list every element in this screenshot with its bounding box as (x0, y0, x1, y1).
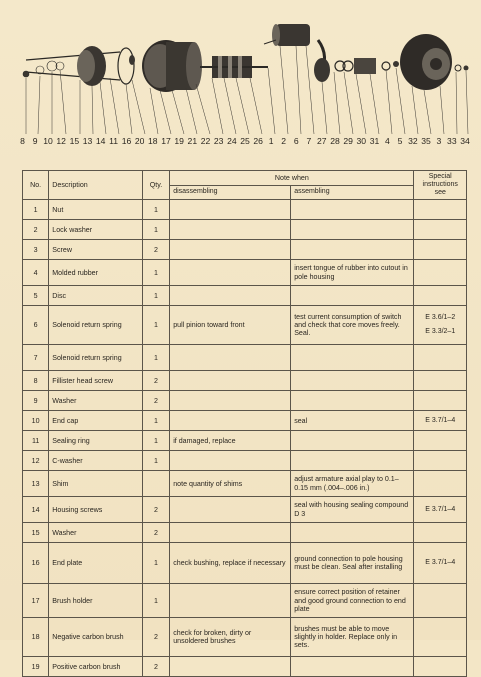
table-row (23, 345, 467, 371)
row-assembling-note: seal (291, 411, 414, 431)
row-quantity: 2 (142, 371, 169, 391)
row-special-instruction (414, 471, 467, 497)
table-row (23, 451, 467, 471)
row-number: 13 (23, 471, 49, 497)
row-quantity: 1 (142, 200, 169, 220)
row-description: C-washer (49, 451, 143, 471)
callout-number: 33 (447, 136, 457, 146)
callout-number: 16 (121, 136, 132, 146)
header-disassembling: disassembling (170, 185, 291, 200)
row-assembling-note: adjust armature axial play to 0.1–0.15 mm (.004–.006 in.) (291, 471, 414, 497)
callout-number: 12 (56, 136, 66, 146)
callout-number: 13 (82, 136, 93, 146)
callout-number: 1 (268, 136, 274, 146)
row-description: Solenoid return spring (49, 345, 143, 371)
row-disassembling-note (170, 451, 291, 471)
row-assembling-note (291, 240, 414, 260)
header-assembling: assembling (291, 185, 414, 200)
row-number: 12 (23, 451, 49, 471)
row-disassembling-note (170, 523, 291, 543)
callout-number: 27 (317, 136, 327, 146)
row-assembling-note: brushes must be able to move slightly in holder. Replace only in sets. (291, 618, 414, 657)
row-number: 17 (23, 584, 49, 618)
row-disassembling-note (170, 497, 291, 523)
row-special-instruction: E 3.7/1–4 (414, 497, 467, 523)
row-special-instruction: E 3.7/1–4 (414, 543, 467, 584)
table-row (23, 431, 467, 451)
table-row (23, 584, 467, 618)
table-row (23, 618, 467, 657)
row-special-instruction: E 3.7/1–4 (414, 411, 467, 431)
table-row (23, 306, 467, 345)
callout-number: 17 (161, 136, 171, 146)
parts-table-body (23, 200, 467, 677)
header-note-when: Note when (170, 171, 414, 186)
row-assembling-note (291, 657, 414, 677)
row-number: 6 (23, 306, 49, 345)
row-assembling-note (291, 286, 414, 306)
row-number: 11 (23, 431, 49, 451)
callout-number: 23 (213, 136, 224, 146)
callout-number: 3 (436, 136, 442, 146)
row-quantity: 1 (142, 543, 169, 584)
row-description: End cap (49, 411, 143, 431)
callout-number: 8 (20, 136, 25, 146)
row-description: Positive carbon brush (49, 657, 143, 677)
row-special-instruction (414, 306, 467, 345)
row-disassembling-note (170, 286, 291, 306)
row-special-instruction (414, 371, 467, 391)
row-special-instruction (414, 584, 467, 618)
table-row (23, 286, 467, 306)
callout-number: 5 (397, 136, 403, 146)
row-description: Washer (49, 391, 143, 411)
row-quantity: 2 (142, 391, 169, 411)
row-description: Disc (49, 286, 143, 306)
row-special-instruction (414, 523, 467, 543)
row-special-instruction (414, 200, 467, 220)
callout-number: 21 (187, 136, 198, 146)
row-number: 1 (23, 200, 49, 220)
row-special-instruction (414, 345, 467, 371)
callout-number: 2 (281, 136, 287, 146)
row-description: Lock washer (49, 220, 143, 240)
row-special-instruction (414, 220, 467, 240)
table-row (23, 471, 467, 497)
row-description: Shim (49, 471, 143, 497)
row-description: Housing screws (49, 497, 143, 523)
header-no: No. (23, 171, 49, 200)
table-row (23, 497, 467, 523)
callout-number: 20 (134, 136, 145, 146)
row-assembling-note (291, 345, 414, 371)
table-row (23, 260, 467, 286)
row-description: Solenoid return spring (49, 306, 143, 345)
table-row (23, 657, 467, 677)
row-quantity: 1 (142, 584, 169, 618)
row-quantity: 1 (142, 431, 169, 451)
row-assembling-note (291, 523, 414, 543)
row-disassembling-note: check for broken, dirty or unsoldered brushes (170, 618, 291, 657)
row-assembling-note: test current consumption of switch and check that core moves freely. Seal. (291, 306, 414, 345)
row-quantity: 2 (142, 618, 169, 657)
table-row (23, 391, 467, 411)
table-row (23, 240, 467, 260)
row-description: Molded rubber (49, 260, 143, 286)
row-assembling-note: seal with housing sealing compound D 3 (291, 497, 414, 523)
callout-number: 7 (306, 136, 312, 146)
row-number: 10 (23, 411, 49, 431)
row-number: 3 (23, 240, 49, 260)
row-number: 2 (23, 220, 49, 240)
row-disassembling-note (170, 657, 291, 677)
header-special: Special instructions see (414, 171, 467, 200)
row-assembling-note: ensure correct position of retainer and good ground connection to end plate (291, 584, 414, 618)
row-number: 8 (23, 371, 49, 391)
callout-number: 9 (32, 136, 38, 146)
callout-number: 14 (95, 136, 106, 146)
callout-number: 11 (109, 136, 119, 146)
callout-number: 30 (356, 136, 367, 146)
row-disassembling-note: if damaged, replace (170, 431, 291, 451)
row-disassembling-note: check bushing, replace if necessary (170, 543, 291, 584)
row-disassembling-note (170, 240, 291, 260)
row-assembling-note: insert tongue of rubber into cutout in pole housing (291, 260, 414, 286)
callout-number: 24 (227, 136, 237, 146)
row-special-instruction (414, 657, 467, 677)
row-assembling-note (291, 371, 414, 391)
callout-number: 26 (253, 136, 263, 146)
row-quantity: 1 (142, 260, 169, 286)
row-special-instruction (414, 391, 467, 411)
row-special-instruction (414, 260, 467, 286)
row-special-instruction (414, 286, 467, 306)
callout-number: 28 (330, 136, 340, 146)
callout-number: 31 (369, 136, 380, 146)
row-description: Brush holder (49, 584, 143, 618)
table-row (23, 200, 467, 220)
row-quantity: 1 (142, 306, 169, 345)
table-row (23, 220, 467, 240)
callout-number: 19 (174, 136, 184, 146)
table-row (23, 411, 467, 431)
row-disassembling-note (170, 260, 291, 286)
row-assembling-note (291, 431, 414, 451)
callout-number: 35 (421, 136, 431, 146)
callout-number: 22 (200, 136, 211, 146)
row-description: Nut (49, 200, 143, 220)
row-number: 15 (23, 523, 49, 543)
row-quantity: 2 (142, 523, 169, 543)
row-special-instruction (414, 451, 467, 471)
row-disassembling-note (170, 371, 291, 391)
row-number: 9 (23, 391, 49, 411)
row-number: 16 (23, 543, 49, 584)
row-special-instruction (414, 618, 467, 657)
row-quantity: 1 (142, 286, 169, 306)
parts-table (22, 170, 467, 677)
row-description: Sealing ring (49, 431, 143, 451)
callout-number: 15 (69, 136, 80, 146)
row-disassembling-note (170, 411, 291, 431)
row-disassembling-note: pull pinion toward front (170, 306, 291, 345)
row-disassembling-note: note quantity of shims (170, 471, 291, 497)
table-row (23, 543, 467, 584)
row-number: 18 (23, 618, 49, 657)
row-assembling-note: ground connection to pole housing must be clean. Seal after installing (291, 543, 414, 584)
row-disassembling-note (170, 584, 291, 618)
row-number: 7 (23, 345, 49, 371)
row-description: End plate (49, 543, 143, 584)
row-special-instruction (414, 240, 467, 260)
row-description: Fillister head screw (49, 371, 143, 391)
callout-number: 10 (43, 136, 53, 146)
row-assembling-note (291, 391, 414, 411)
table-row (23, 523, 467, 543)
callout-number: 34 (460, 136, 470, 146)
row-disassembling-note (170, 345, 291, 371)
header-description: Description (49, 171, 143, 200)
special-ref: E 3.6/1–2 (425, 314, 456, 322)
callout-number: 18 (148, 136, 158, 146)
row-disassembling-note (170, 200, 291, 220)
row-description: Washer (49, 523, 143, 543)
row-quantity: 1 (142, 411, 169, 431)
special-ref: E 3.3/2–1 (425, 328, 456, 336)
callout-number: 6 (293, 136, 299, 146)
diagram-callout-numbers (18, 136, 470, 150)
row-quantity: 2 (142, 497, 169, 523)
row-disassembling-note (170, 391, 291, 411)
callout-number: 25 (240, 136, 250, 146)
row-disassembling-note (170, 220, 291, 240)
row-assembling-note (291, 220, 414, 240)
row-number: 14 (23, 497, 49, 523)
row-special-instruction (414, 431, 467, 451)
row-description: Negative carbon brush (49, 618, 143, 657)
row-description: Screw (49, 240, 143, 260)
row-quantity (142, 471, 169, 497)
row-quantity: 1 (142, 345, 169, 371)
row-assembling-note (291, 200, 414, 220)
callout-number: 29 (343, 136, 353, 146)
row-assembling-note (291, 451, 414, 471)
row-number: 4 (23, 260, 49, 286)
row-quantity: 2 (142, 657, 169, 677)
table-row (23, 371, 467, 391)
callout-number: 4 (384, 136, 390, 146)
callout-number: 32 (408, 136, 418, 146)
row-quantity: 1 (142, 451, 169, 471)
row-number: 5 (23, 286, 49, 306)
header-qty: Qty. (142, 171, 169, 200)
row-number: 19 (23, 657, 49, 677)
row-quantity: 1 (142, 220, 169, 240)
row-quantity: 2 (142, 240, 169, 260)
